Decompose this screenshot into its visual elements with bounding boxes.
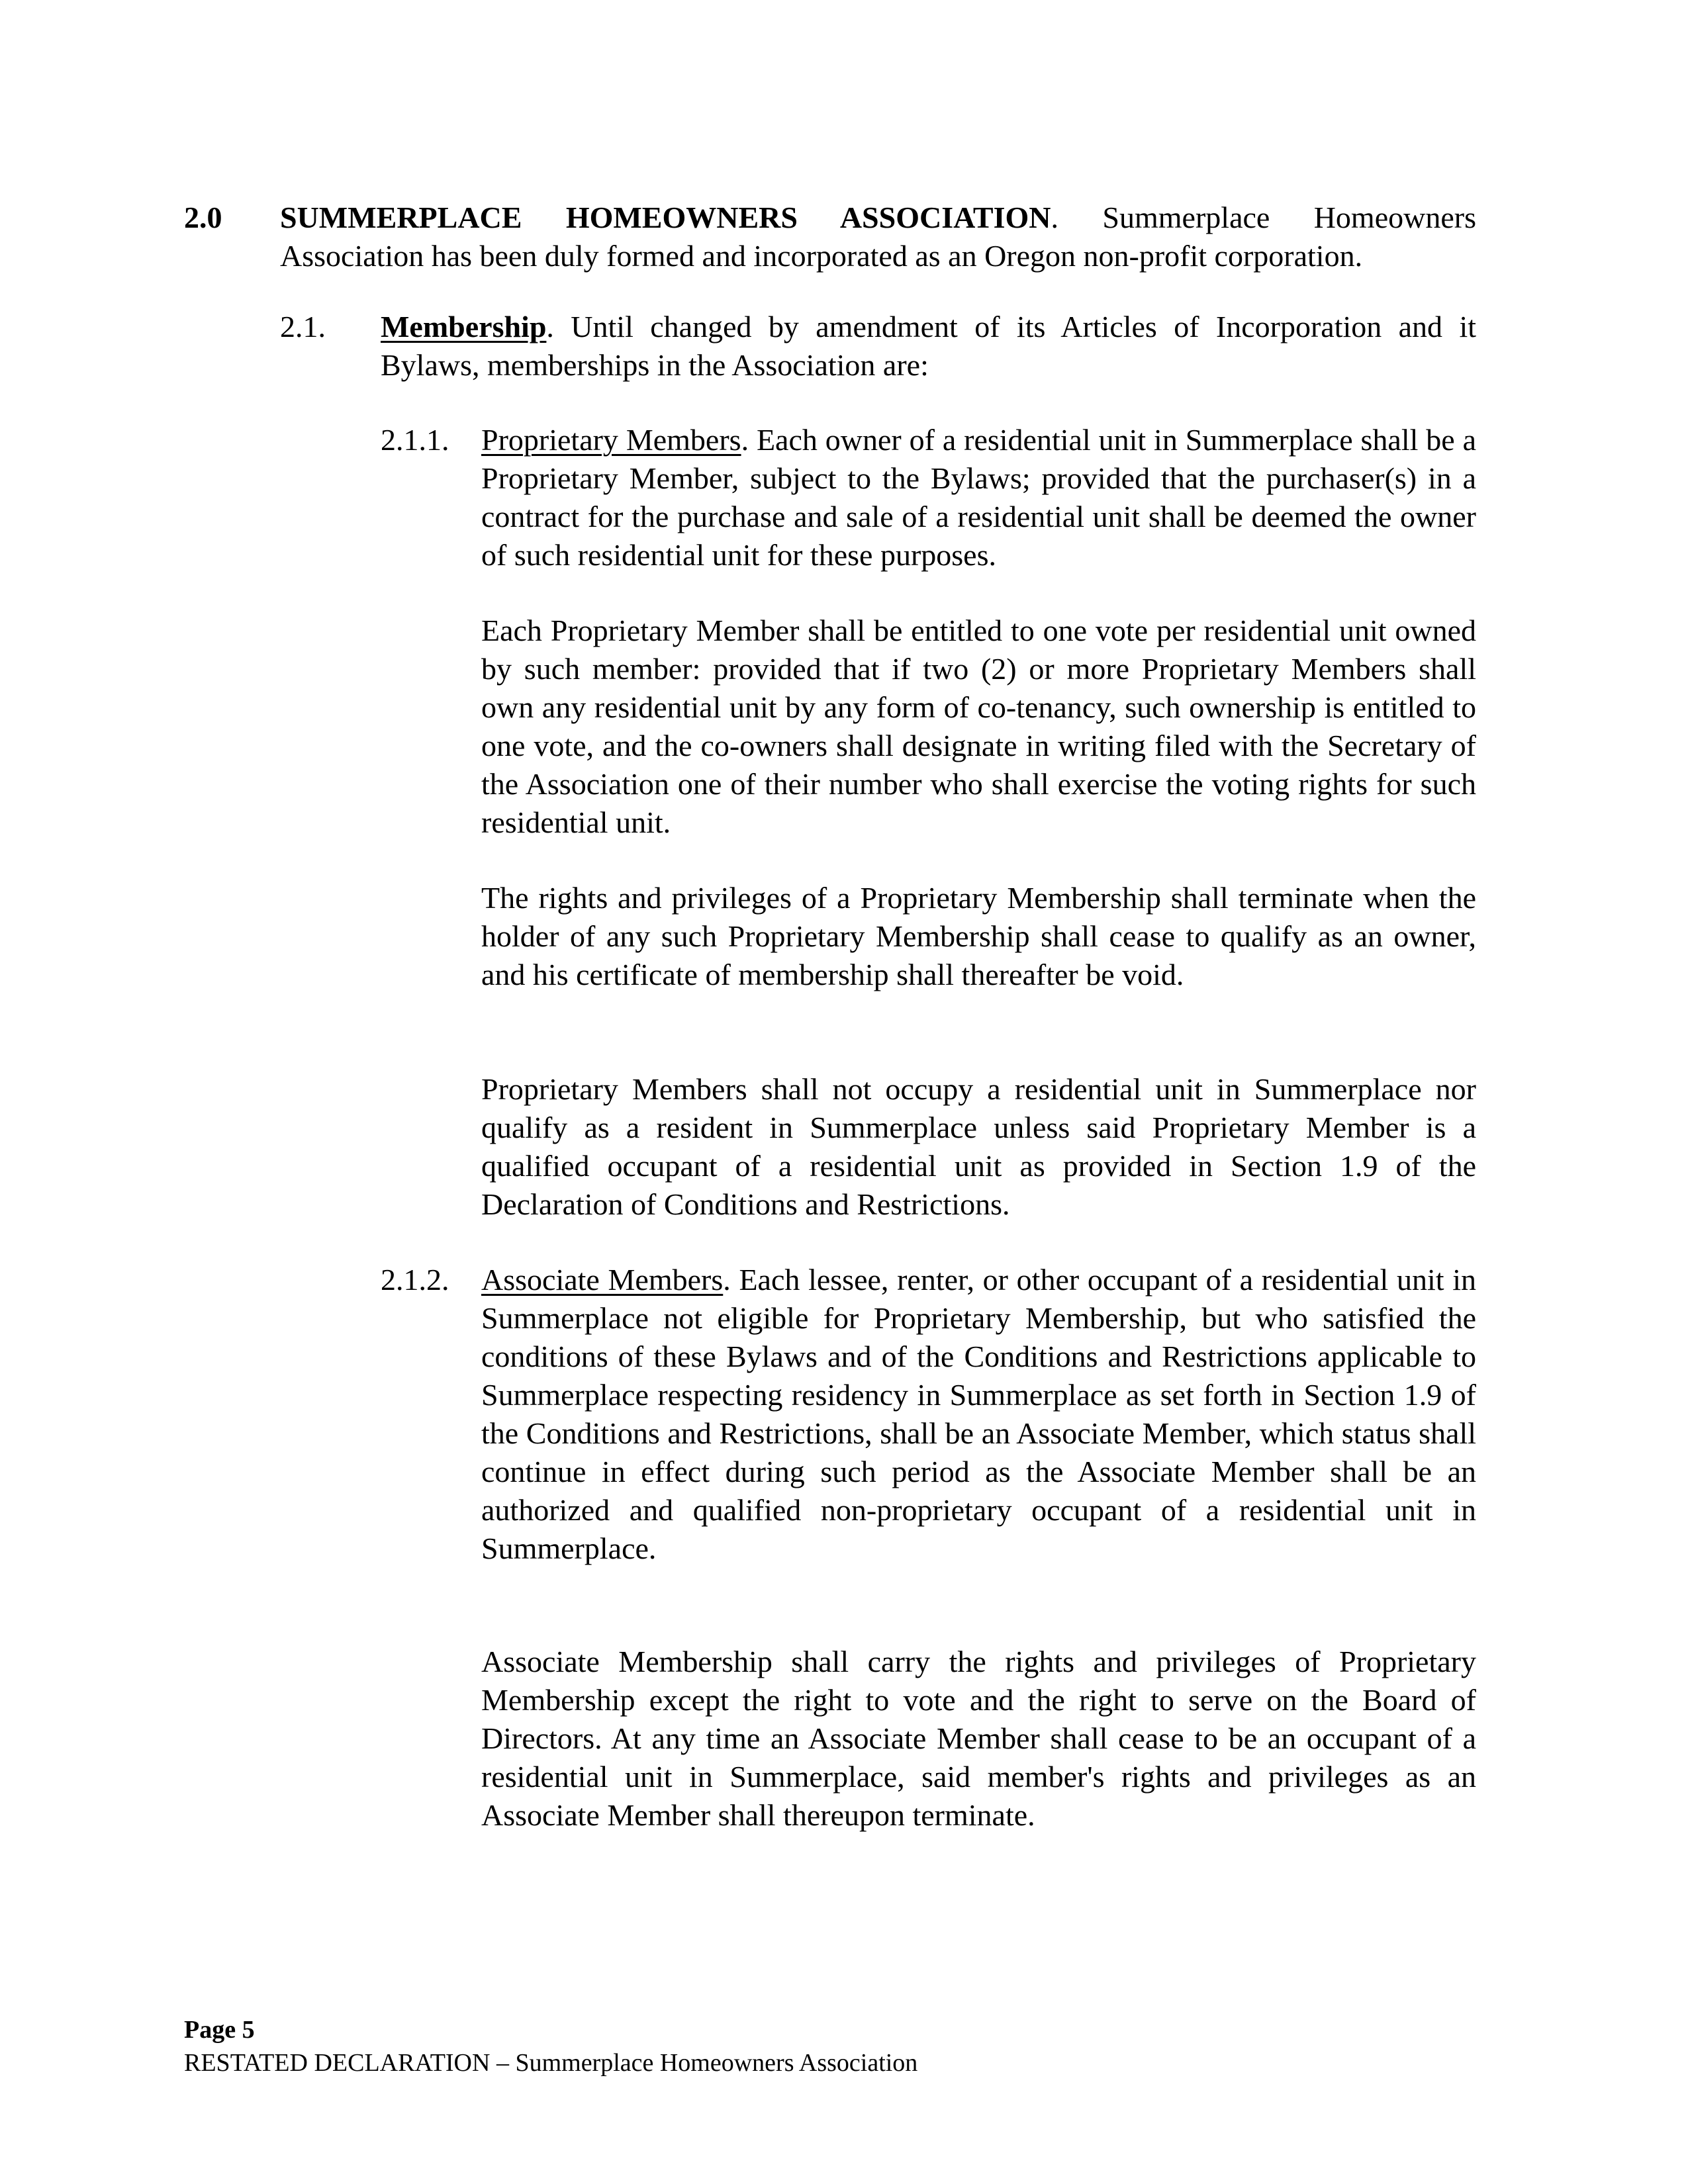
proprietary-occupancy-paragraph: Proprietary Members shall not occupy a residential unit in Summerplace nor qualify as a resident in Summerplace unless said Proprietary Member is a qualified occupant of a residential unit as provided in Section 1.9 of the Declaration of Conditions and Restrictions. <box>481 1072 1476 1221</box>
section-2-1-1-heading: Proprietary Members <box>481 423 741 457</box>
section-2-1-text: . Until changed by amendment of its Articles of Incorporation and it Bylaws, memberships in the Association are: <box>381 310 1476 382</box>
proprietary-termination-paragraph: The rights and privileges of a Proprietary Membership shall terminate when the holder of any such Proprietary Membership shall cease to qualify as an owner, and his certificate of membership shall thereafter be void. <box>481 881 1476 991</box>
section-2-1-1-paragraph <box>481 421 1476 574</box>
section-2-1-number: 2.1. <box>280 310 326 343</box>
section-2-1-1-number: 2.1.1. <box>381 423 449 457</box>
section-2-0-text: . Summerplace Homeowners Association has been duly formed and incorporated as an Oregon non-profit corporation. <box>280 201 1476 273</box>
section-2-0-heading: SUMMERPLACE HOMEOWNERS ASSOCIATION <box>280 201 1051 234</box>
proprietary-voting-paragraph: Each Proprietary Member shall be entitled to one vote per residential unit owned by such member: provided that if two (2) or more Proprietary Members shall own any residential unit by any form of co-tenancy, such ownership is entitled to one vote, and the co-owners shall designate in writing filed with the Secretary of the Association one of their number who shall exercise the voting rights for such residential unit. <box>481 614 1476 839</box>
section-2-0-number: 2.0 <box>184 201 222 234</box>
section-2-1-2-heading: Associate Members <box>481 1263 724 1297</box>
section-2-0-paragraph <box>280 199 1476 275</box>
section-2-1-heading: Membership <box>381 310 547 343</box>
section-2-1-2-text: . Each lessee, renter, or other occupant of a residential unit in Summerplace not eligible for Proprietary Membership, but who satisfied the conditions of these Bylaws and of the Conditions and Restrictions applicable to Summerplace respecting residency in Summerplace as set forth in Section 1.9 of the Conditions and Restrictions, shall be an Associate Member, which status shall continue in effect during such period as the Associate Member shall be an authorized and qualified non-proprietary occupant of a residential unit in Summerplace. <box>481 1263 1476 1565</box>
section-2-1-paragraph <box>381 308 1476 385</box>
footer-document-title: RESTATED DECLARATION – Summerplace Homeowners Association <box>184 2049 918 2077</box>
associate-rights-paragraph: Associate Membership shall carry the rights and privileges of Proprietary Membership except the right to vote and the right to serve on the Board of Directors. At any time an Associate Member shall cease to be an occupant of a residential unit in Summerplace, said member's rights and privileges as an Associate Member shall thereupon terminate. <box>481 1645 1476 1832</box>
section-2-1-2-number: 2.1.2. <box>381 1263 449 1297</box>
footer-page-number: Page 5 <box>184 2016 255 2044</box>
section-2-1-2-paragraph <box>481 1261 1476 1568</box>
section-2-1-1-text: . Each owner of a residential unit in Summerplace shall be a Proprietary Member, subject to the Bylaws; provided that the purchaser(s) in a contract for the purchase and sale of a residential unit shall be deemed the owner of such residential unit for these purposes. <box>481 423 1476 572</box>
